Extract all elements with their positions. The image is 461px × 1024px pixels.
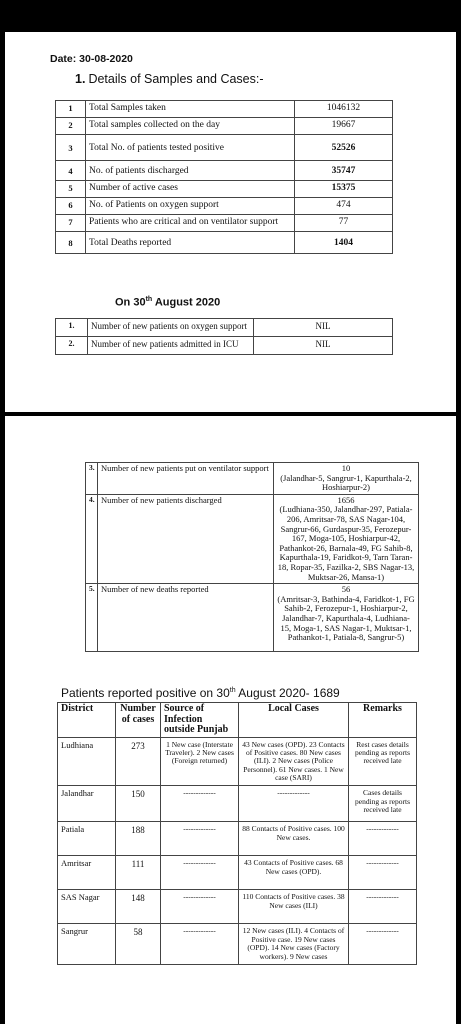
daily-status-table-continued <box>85 462 419 652</box>
district-cases: 273 <box>116 737 161 786</box>
district-cases: 150 <box>116 786 161 822</box>
header-local-cases: Local Cases <box>239 703 349 738</box>
row-label: Number of new patients put on ventilator support <box>98 463 274 495</box>
row-number: 8 <box>56 232 86 254</box>
document-page-2 <box>5 416 456 1024</box>
row-number: 4 <box>56 161 86 181</box>
positive-cases-heading <box>61 686 340 700</box>
district-cases: 58 <box>116 924 161 965</box>
district-source: 1 New case (Interstate Traveler). 2 New cases (Foreign returned) <box>161 737 239 786</box>
positive-heading-suffix: August 2020- 1689 <box>235 686 340 700</box>
row-detail: (Jalandhar-5, Sangrur-1, Kapurthala-2, Hoshiarpur-2) <box>280 472 412 493</box>
header-remarks: Remarks <box>349 703 417 738</box>
samples-cases-table-body <box>56 101 393 254</box>
row-value-cell <box>274 494 419 583</box>
table-row <box>56 198 393 215</box>
row-label: Total No. of patients tested positive <box>86 135 295 161</box>
table-row <box>86 494 419 583</box>
daily-status-table <box>55 318 393 355</box>
positive-heading-prefix: Patients reported positive on 30 <box>61 686 230 700</box>
daily-status-table-body <box>56 319 393 355</box>
on-date-suffix: August 2020 <box>152 296 221 309</box>
district-cases: 111 <box>116 856 161 890</box>
district-row <box>58 856 417 890</box>
district-remarks: ------------- <box>349 924 417 965</box>
row-value: 1046132 <box>295 101 393 118</box>
table-row <box>86 463 419 495</box>
district-name: Jalandhar <box>58 786 116 822</box>
district-source: ------------- <box>161 786 239 822</box>
table-row <box>56 101 393 118</box>
row-label: Number of new deaths reported <box>98 584 274 652</box>
positive-heading-sup: th <box>229 687 236 694</box>
row-label: Total Deaths reported <box>86 232 295 254</box>
daily-status-continued-body <box>86 463 419 652</box>
row-label: Number of new patients admitted in ICU <box>88 337 254 355</box>
table-row <box>56 215 393 232</box>
samples-cases-table <box>55 100 393 254</box>
table-row <box>56 118 393 135</box>
district-remarks: ------------- <box>349 822 417 856</box>
district-local-cases: 43 Contacts of Positive cases. 68 New cases (OPD). <box>239 856 349 890</box>
row-detail: (Ludhiana-350, Jalandhar-297, Patiala-206, Amritsar-78, SAS Nagar-104, Sangrur-66, Gurdaspur-35, Ferozepur-167, Moga-105, Hoshiarpur-42, Pathankot-26, Barnala-49, FG Sahib-8, Kapurthala-19, Faridkot-9, Tarn Taran-18, Ropar-35, Fazilka-2, SBS Nagar-13, Muktsar-26, Mansa-1) <box>277 504 415 582</box>
district-source: ------------- <box>161 822 239 856</box>
table-row <box>56 135 393 161</box>
district-row <box>58 737 417 786</box>
district-local-cases: 43 New cases (OPD). 23 Contacts of Positive cases. 80 New cases (ILI). 2 New cases (Police Personnel). 61 New cases. 1 New case (SARI) <box>239 737 349 786</box>
row-label: Number of active cases <box>86 181 295 198</box>
district-positive-table <box>57 702 417 965</box>
section-1-number: 1. <box>75 72 86 86</box>
district-remarks: Cases details pending as reports received late <box>349 786 417 822</box>
district-local-cases: 110 Contacts of Positive cases. 38 New cases (ILI) <box>239 890 349 924</box>
row-value: 77 <box>295 215 393 232</box>
row-value: 15375 <box>295 181 393 198</box>
district-name: Sangrur <box>58 924 116 965</box>
district-name: Amritsar <box>58 856 116 890</box>
district-cases: 188 <box>116 822 161 856</box>
row-number: 6 <box>56 198 86 215</box>
table-row <box>56 232 393 254</box>
row-label: No. of patients discharged <box>86 161 295 181</box>
row-detail: (Amritsar-3, Bathinda-4, Faridkot-1, FG Sahib-2, Ferozepur-1, Hoshiarpur-2, Jalandhar-7, Kapurthala-4, Ludhiana-15, Moga-1, SAS Nagar-1, Muktsar-1, Pathankot-1, Patiala-8, Sangrur-5) <box>277 593 415 643</box>
district-local-cases: 12 New cases (ILI). 4 Contacts of Positive case. 19 New cases (OPD). 14 New cases (Factory workers). 9 New cases <box>239 924 349 965</box>
header-district: District <box>58 703 116 738</box>
district-table-header-row <box>58 703 417 738</box>
row-number: 7 <box>56 215 86 232</box>
row-value: 474 <box>295 198 393 215</box>
row-value: NIL <box>254 337 393 355</box>
table-row <box>56 161 393 181</box>
on-date-prefix: On 30 <box>115 296 146 309</box>
row-value: 35747 <box>295 161 393 181</box>
district-remarks: ------------- <box>349 856 417 890</box>
row-value: 10 <box>341 463 351 473</box>
district-remarks: ------------- <box>349 890 417 924</box>
section-1-title: Details of Samples and Cases:- <box>88 72 264 86</box>
row-label: Patients who are critical and on ventilator support <box>86 215 295 232</box>
row-value-cell <box>274 584 419 652</box>
row-number: 4. <box>86 494 98 583</box>
table-row <box>56 337 393 355</box>
district-name: SAS Nagar <box>58 890 116 924</box>
row-number: 1. <box>56 319 88 337</box>
row-label: Number of new patients discharged <box>98 494 274 583</box>
table-row <box>86 584 419 652</box>
district-row <box>58 890 417 924</box>
section-1-heading <box>75 72 264 86</box>
on-date-heading <box>115 296 220 309</box>
row-value: 1656 <box>337 494 355 505</box>
report-date: Date: 30-08-2020 <box>50 53 133 65</box>
district-source: ------------- <box>161 890 239 924</box>
row-value: 1404 <box>295 232 393 254</box>
row-label: No. of Patients on oxygen support <box>86 198 295 215</box>
row-number: 1 <box>56 101 86 118</box>
on-date-sup: th <box>145 296 153 303</box>
district-table-body <box>58 737 417 965</box>
district-row <box>58 822 417 856</box>
row-value: 52526 <box>295 135 393 161</box>
district-row <box>58 924 417 965</box>
district-source: ------------- <box>161 856 239 890</box>
district-remarks: Rest cases details pending as reports received late <box>349 737 417 786</box>
row-value: NIL <box>254 319 393 337</box>
row-value: 19667 <box>295 118 393 135</box>
district-name: Patiala <box>58 822 116 856</box>
header-number-of-cases: Number of cases <box>116 703 161 738</box>
row-number: 5 <box>56 181 86 198</box>
district-name: Ludhiana <box>58 737 116 786</box>
row-number: 2. <box>56 337 88 355</box>
table-row <box>56 319 393 337</box>
row-value-cell <box>274 463 419 495</box>
row-number: 2 <box>56 118 86 135</box>
district-cases: 148 <box>116 890 161 924</box>
row-label: Number of new patients on oxygen support <box>88 319 254 337</box>
row-number: 5. <box>86 584 98 652</box>
header-source-of-infection: Source of Infection outside Punjab <box>161 703 239 738</box>
row-value: 56 <box>341 584 351 595</box>
table-row <box>56 181 393 198</box>
district-row <box>58 786 417 822</box>
row-label: Total Samples taken <box>86 101 295 118</box>
district-local-cases: ------------- <box>239 786 349 822</box>
row-number: 3 <box>56 135 86 161</box>
row-number: 3. <box>86 463 98 495</box>
district-local-cases: 88 Contacts of Positive cases. 100 New cases. <box>239 822 349 856</box>
document-page-1 <box>5 32 456 412</box>
district-source: ------------- <box>161 924 239 965</box>
row-label: Total samples collected on the day <box>86 118 295 135</box>
